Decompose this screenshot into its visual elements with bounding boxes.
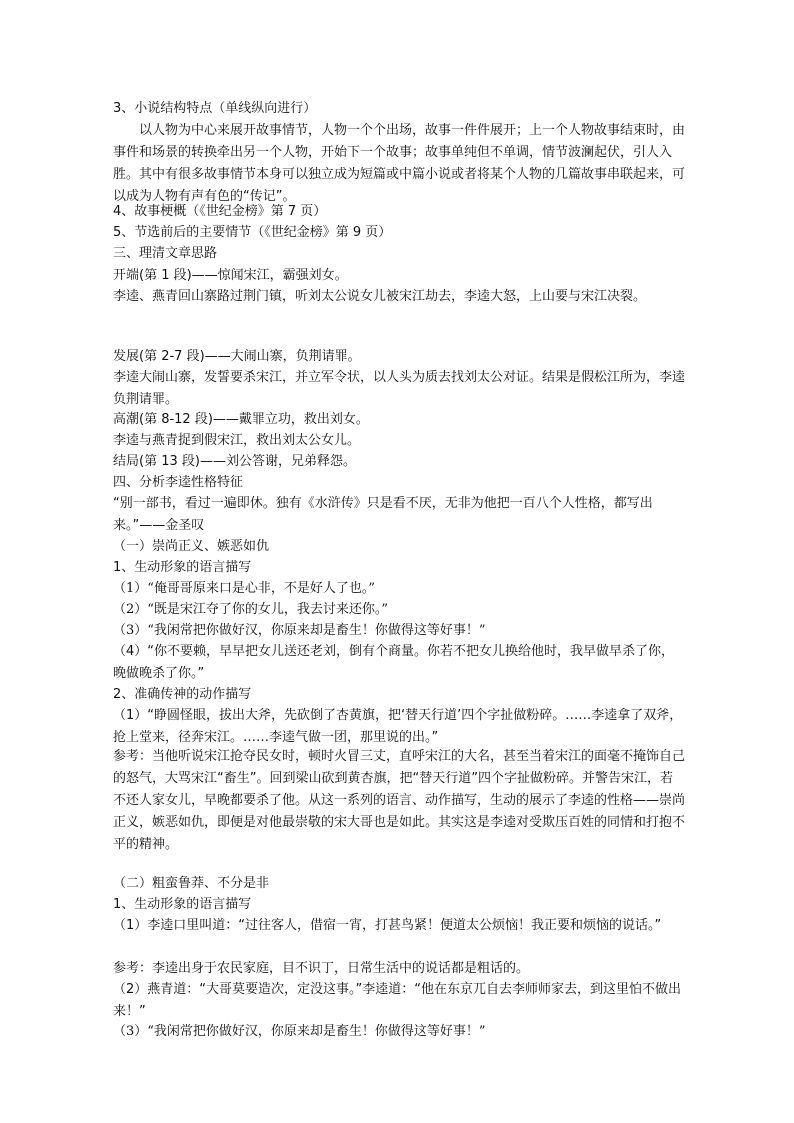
plot-climax-desc: 李逵与燕青捉到假宋江，救出刘太公女儿。 <box>113 433 361 448</box>
trait-1-heading: （一）崇尚正义、嫉恶如仇 <box>113 539 270 554</box>
plot-development: 发展(第 2-7 段)——大闹山寨，负荆请罪。 <box>113 349 361 364</box>
language-example-1: （1）“俺哥哥原来口是心非，不是好人了也。” <box>113 581 376 596</box>
language-example-3: （3）“我闲常把你做好汉，你原来却是畜生！你做得这等好事！” <box>113 623 486 638</box>
plot-climax: 高潮(第 8-12 段)——戴罪立功，救出刘女。 <box>113 412 369 427</box>
section-5-heading: 5、节选前后的主要情节（《世纪金榜》第 9 页） <box>113 225 392 240</box>
language-example-2: （2）“既是宋江夺了你的女儿，我去讨来还你。” <box>113 602 389 617</box>
part-3-heading: 三、理清文章思路 <box>113 246 218 261</box>
section-3-heading: 3、小说结构特点（单线纵向进行） <box>113 101 317 116</box>
trait-2-example-1: （1）李逵口里叫道：“过往客人，借宿一宵，打甚鸟紧！便道太公烦恼！我正要和烦恼的说话。” <box>113 918 662 933</box>
reference-note-2: 参考：李逵出身于农民家庭，目不识丁，日常生活中的说话都是粗话的。 <box>113 961 530 976</box>
trait-1-language-heading: 1、生动形象的语言描写 <box>113 560 252 575</box>
section-4-heading: 4、故事梗概（《世纪金榜》第 7 页） <box>113 204 327 219</box>
action-example-1: （1）“睁圆怪眼，拔出大斧，先砍倒了杏黄旗，把‘替天行道’四个字扯做粉碎。……李逵拿了双斧，抢上堂来，径奔宋江。……李逵气做一团，那里说的出。” <box>113 708 683 745</box>
jin-shengtan-quote: “别一部书，看过一遍即休。独有《水浒传》只是看不厌，无非为他把一百八个人性格，都写出来。”——金圣叹 <box>113 496 653 533</box>
plot-ending: 结局(第 13 段)——刘公答谢，兄弟释怨。 <box>113 454 356 469</box>
trait-1-action-heading: 2、准确传神的动作描写 <box>113 687 252 702</box>
language-example-4: （4）“你不要赖，早早把女儿送还老刘，倒有个商量。你若不把女儿换给他时，我早做早杀了你，晚做晚杀了你。” <box>113 644 675 681</box>
plot-development-desc: 李逵大闹山寨，发誓要杀宋江，并立军令状，以人头为质去找刘太公对证。结果是假松江所为，李逵负荆请罪。 <box>113 370 686 407</box>
trait-2-heading: （二）粗蛮鲁莽、不分是非 <box>113 876 270 891</box>
plot-opening-desc: 李逵、燕青回山寨路过荆门镇，听刘太公说女儿被宋江劫去，李逵大怒，上山要与宋江决裂。 <box>113 289 647 304</box>
trait-2-language-heading: 1、生动形象的语言描写 <box>113 897 252 912</box>
trait-2-example-2: （2）燕青道：“大哥莫要造次，定没这事。”李逵道：“他在东京兀自去李师师家去，到这里怕不做出来！” <box>113 982 681 1019</box>
part-4-heading: 四、分析李逵性格特征 <box>113 475 244 490</box>
section-3-body: 以人物为中心来展开故事情节，人物一个个出场，故事一件件展开；上一个人物故事结束时，由事件和场景的转换牵出另一个人物，开始下一个故事；故事单纯但不单调，情节波澜起伏，引人入胜。其中有很多故事情节本身可以独立成为短篇或中篇小说或者将某个人物的几篇故事串联起来，可以成为人物有声有色的“传记”。 <box>113 123 686 204</box>
plot-opening: 开端(第 1 段)——惊闻宋江，霸强刘女。 <box>113 268 348 283</box>
reference-note-1: 参考：当他听说宋江抢夺民女时，顿时火冒三丈，直呼宋江的大名，甚至当着宋江的面毫不掩饰自己的怒气，大骂宋江“畜生”。回到梁山砍到黄杏旗，把“替天行道”四个字扯做粉碎。并警告宋江，若不还人家女儿，早晚都要杀了他。从这一系列的语言、动作描写，生动的展示了李逵的性格——崇尚正义，嫉恶如仇，即便是对他最崇敬的宋大哥也是如此。其实这是李逵对受欺压百姓的同情和打抱不平的精神。 <box>113 749 686 852</box>
trait-2-example-3: （3）“我闲常把你做好汉，你原来却是畜生！你做得这等好事！” <box>113 1024 486 1039</box>
